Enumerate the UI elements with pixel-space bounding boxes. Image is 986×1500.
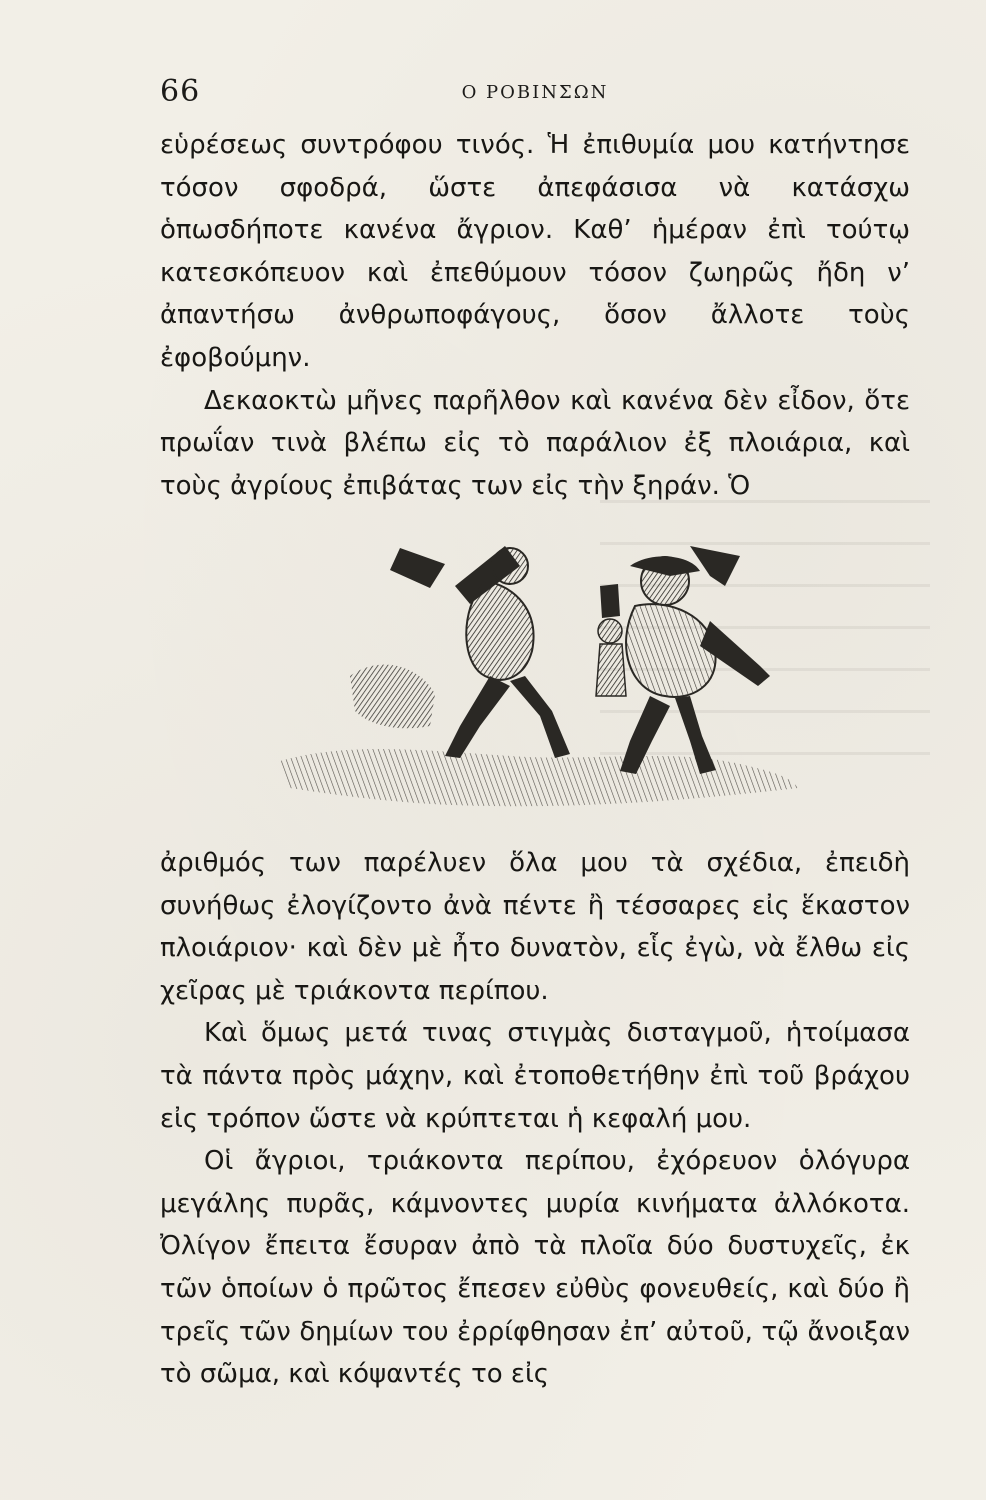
right-figure xyxy=(596,546,770,774)
paragraph: Οἱ ἄγριοι, τριάκοντα περίπου, ἐχόρευον ὁλόγυρα μεγάλης πυρᾶς, κάμνοντες μυρία κινήματα ἀλλόκοτα. Ὀλίγον ἔπειτα ἔσυραν ἀπὸ τὰ πλοῖα δύο δυστυχεῖς, ἐκ τῶν ὁποίων ὁ πρῶτος ἔπεσεν εὐθὺς φονευθείς, καὶ δύο ἢ τρεῖς τῶν δημίων του ἐρρίφθησαν ἐπ’ αὐτοῦ, τῷ ἄνοιξαν τὸ σῶμα, καὶ κόψαντές το εἰς xyxy=(160,1146,910,1390)
ground xyxy=(280,749,798,806)
rock xyxy=(350,665,435,729)
running-head: Ο ΡΟΒΙΝΣΩΝ xyxy=(461,82,609,103)
woodcut-illustration xyxy=(270,526,800,826)
paragraph: εὑρέσεως συντρόφου τινός. Ἡ ἐπιθυμία μου κατήντησε τόσον σφοδρά, ὥστε ἀπεφάσισα νὰ κατάσχω ὁπωσδήποτε κανένα ἄγριον. Καθ’ ἡμέραν ἐπὶ τούτῳ κατεσκόπευον καὶ ἐπεθύμουν τόσον ζωηρῶς ἤδη ν’ ἀπαντήσω ἀνθρωποφάγους, ὅσον ἄλλοτε τοὺς ἐφοβούμην. xyxy=(160,130,910,373)
page-header xyxy=(160,74,910,114)
paragraph: Δεκαοκτὼ μῆνες παρῆλθον καὶ κανένα δὲν εἶδον, ὅτε πρωΐαν τινὰ βλέπω εἰς τὸ παράλιον ἐξ πλοιάρια, καὶ τοὺς ἀγρίους ἐπιβάτας των εἰς τὴν ξηράν. Ὁ xyxy=(160,385,910,501)
paragraph: ἀριθμός των παρέλυεν ὅλα μου τὰ σχέδια, ἐπειδὴ συνήθως ἐλογίζοντο ἀνὰ πέντε ἢ τέσσαρες εἰς ἕκαστον πλοιάριον· καὶ δὲν μὲ ἦτο δυνατὸν, εἷς ἐγὼ, νὰ ἔλθω εἰς χεῖρας μὲ τριάκοντα περίπου. xyxy=(160,848,910,1006)
paragraph: Καὶ ὅμως μετά τινας στιγμὰς δισταγμοῦ, ἡτοίμασα τὰ πάντα πρὸς μάχην, καὶ ἐτοποθετήθην ἐπὶ τοῦ βράχου εἰς τρόπον ὥστε νὰ κρύπτεται ἡ κεφαλή μου. xyxy=(160,1018,910,1134)
text-block-top xyxy=(160,124,910,507)
page-number: 66 xyxy=(160,74,201,109)
text-block-bottom xyxy=(160,842,910,1396)
